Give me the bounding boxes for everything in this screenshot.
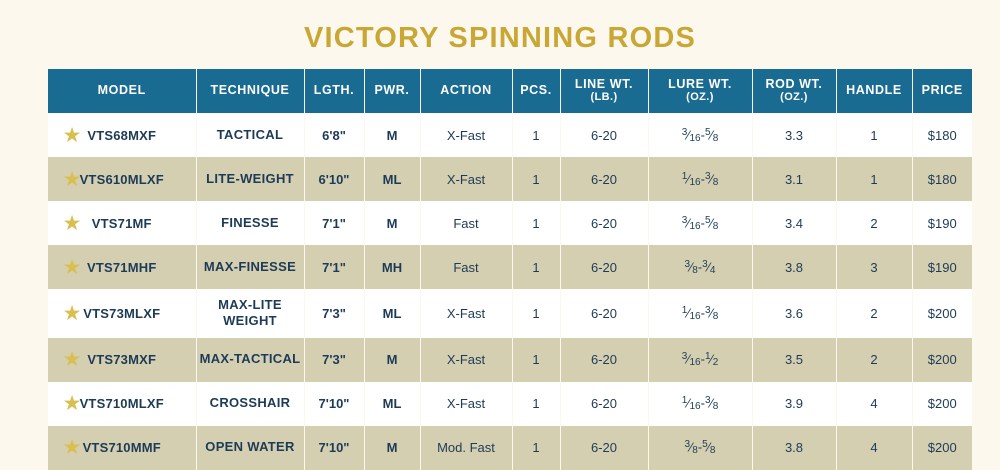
cell-price: $190 xyxy=(912,245,972,289)
cell-lure-weight xyxy=(648,289,752,338)
cell-action: Fast xyxy=(420,245,512,289)
cell-rod-weight: 3.5 xyxy=(752,338,836,382)
fraction-slash: ⁄ xyxy=(707,259,710,274)
table-header-row xyxy=(48,69,972,113)
table-row[interactable] xyxy=(48,201,972,245)
cell-lure-weight xyxy=(648,338,752,382)
cell-pieces: 1 xyxy=(512,289,560,338)
cell-power: M xyxy=(364,338,420,382)
table-row[interactable] xyxy=(48,157,972,201)
fraction-slash: ⁄ xyxy=(687,171,690,186)
cell-technique: OPEN WATER xyxy=(196,426,304,470)
cell-action: X-Fast xyxy=(420,382,512,426)
column-header-lgth xyxy=(304,69,364,113)
lure-wt-separator: - xyxy=(700,127,705,142)
lure-wt-num-1: 3 xyxy=(681,214,688,226)
table-row[interactable] xyxy=(48,338,972,382)
column-header-label: LURE WT. xyxy=(668,77,732,92)
cell-pieces: 1 xyxy=(512,157,560,201)
fraction-slash: ⁄ xyxy=(710,351,713,367)
lure-wt-num-1: 3 xyxy=(684,439,691,450)
fraction-slash: ⁄ xyxy=(687,127,690,142)
lure-wt-den-1: 16 xyxy=(689,401,701,412)
cell-action: Mod. Fast xyxy=(420,426,512,470)
cell-technique: LITE-WEIGHT xyxy=(196,157,304,201)
lure-wt-den-2: 4 xyxy=(709,264,716,276)
lure-wt-num-1: 1 xyxy=(681,395,688,406)
cell-price: $200 xyxy=(912,289,972,338)
cell-power: MH xyxy=(364,245,420,289)
lure-weight-fraction xyxy=(682,351,719,368)
cell-handle: 2 xyxy=(836,289,912,338)
cell-technique: MAX-LITE WEIGHT xyxy=(196,289,304,338)
fraction-slash: ⁄ xyxy=(687,395,690,411)
cell-action: Fast xyxy=(420,201,512,245)
cell-length: 6'10" xyxy=(304,157,364,201)
cell-rod-weight: 3.3 xyxy=(752,113,836,157)
cell-line-weight: 6-20 xyxy=(560,157,648,201)
table-body xyxy=(48,113,972,470)
cell-technique: MAX-TACTICAL xyxy=(196,338,304,382)
cell-length: 7'3" xyxy=(304,338,364,382)
lure-wt-num-2: 3 xyxy=(704,170,711,182)
lure-wt-den-2: 8 xyxy=(709,445,716,456)
cell-action: X-Fast xyxy=(420,338,512,382)
column-header-label: PWR. xyxy=(374,83,410,98)
fraction-slash: ⁄ xyxy=(710,127,713,142)
lure-weight-fraction xyxy=(682,305,719,322)
star-column-header-spacer xyxy=(48,69,96,113)
fraction-slash: ⁄ xyxy=(687,351,690,367)
cell-handle: 1 xyxy=(836,157,912,201)
lure-wt-den-2: 8 xyxy=(712,401,719,412)
cell-rod-weight: 3.9 xyxy=(752,382,836,426)
cell-line-weight: 6-20 xyxy=(560,382,648,426)
star-icon: ★ xyxy=(62,211,82,235)
lure-wt-num-2: 5 xyxy=(704,126,711,138)
column-header-line-wt xyxy=(560,69,648,113)
lure-wt-num-2: 1 xyxy=(704,351,711,362)
spec-table xyxy=(48,69,972,470)
cell-model: VTS710MLXF xyxy=(48,382,196,426)
star-icon: ★ xyxy=(62,436,82,459)
column-header-unit: (OZ.) xyxy=(780,90,808,103)
cell-line-weight: 6-20 xyxy=(560,338,648,382)
lure-wt-num-1: 1 xyxy=(681,170,688,182)
column-header-unit: (LB.) xyxy=(590,90,618,103)
fraction-slash: ⁄ xyxy=(710,395,713,411)
cell-power: ML xyxy=(364,382,420,426)
star-icon: ★ xyxy=(62,255,82,279)
cell-handle: 1 xyxy=(836,113,912,157)
cell-lure-weight xyxy=(648,157,752,201)
lure-wt-separator: - xyxy=(697,259,703,274)
lure-wt-separator: - xyxy=(700,395,705,411)
cell-pieces: 1 xyxy=(512,201,560,245)
fraction-slash: ⁄ xyxy=(707,439,710,455)
star-icon: ★ xyxy=(62,348,82,371)
lure-wt-den-1: 16 xyxy=(689,132,701,144)
cell-line-weight: 6-20 xyxy=(560,113,648,157)
column-header-pwr xyxy=(364,69,420,113)
cell-model: VTS71MHF xyxy=(48,245,196,289)
star-icon: ★ xyxy=(62,392,82,415)
cell-lure-weight xyxy=(648,201,752,245)
fraction-slash: ⁄ xyxy=(710,305,713,321)
lure-wt-num-2: 5 xyxy=(704,214,711,226)
cell-pieces: 1 xyxy=(512,338,560,382)
cell-technique: CROSSHAIR xyxy=(196,382,304,426)
cell-pieces: 1 xyxy=(512,382,560,426)
column-header-price xyxy=(912,69,972,113)
cell-model: VTS610MLXF xyxy=(48,157,196,201)
cell-model: VTS73MXF xyxy=(48,338,196,382)
column-header-label: ROD WT. xyxy=(765,77,823,92)
lure-wt-den-1: 8 xyxy=(692,264,698,276)
cell-handle: 3 xyxy=(836,245,912,289)
cell-model: VTS68MXF xyxy=(48,113,196,157)
cell-rod-weight: 3.6 xyxy=(752,289,836,338)
fraction-slash: ⁄ xyxy=(687,305,690,321)
cell-line-weight: 6-20 xyxy=(560,289,648,338)
star-icon: ★ xyxy=(62,123,82,147)
lure-wt-den-2: 2 xyxy=(712,357,719,368)
cell-technique: FINESSE xyxy=(196,201,304,245)
cell-rod-weight: 3.4 xyxy=(752,201,836,245)
fraction-slash: ⁄ xyxy=(710,171,713,186)
cell-technique: MAX-FINESSE xyxy=(196,245,304,289)
cell-length: 7'1" xyxy=(304,245,364,289)
cell-pieces: 1 xyxy=(512,245,560,289)
column-header-handle xyxy=(836,69,912,113)
page-title: VICTORY SPINNING RODS xyxy=(303,22,697,54)
column-header-label: LINE WT. xyxy=(574,77,634,92)
cell-handle: 4 xyxy=(836,426,912,470)
lure-wt-num-2: 3 xyxy=(704,304,711,316)
cell-model: VTS73MLXF xyxy=(48,289,196,338)
column-header-label: PRICE xyxy=(921,83,963,98)
cell-model: VTS71MF xyxy=(48,201,196,245)
lure-wt-num-2: 3 xyxy=(704,395,711,406)
spec-table-container xyxy=(48,69,963,470)
lure-wt-separator: - xyxy=(700,215,705,230)
lure-weight-fraction xyxy=(682,171,719,188)
cell-lure-weight xyxy=(648,426,752,470)
lure-wt-den-1: 16 xyxy=(689,220,701,232)
fraction-slash: ⁄ xyxy=(687,215,690,230)
lure-wt-den-2: 8 xyxy=(712,310,719,322)
lure-wt-den-1: 16 xyxy=(689,310,701,322)
cell-length: 7'1" xyxy=(304,201,364,245)
lure-weight-fraction xyxy=(682,215,719,232)
cell-action: X-Fast xyxy=(420,157,512,201)
cell-power: M xyxy=(364,113,420,157)
cell-power: M xyxy=(364,426,420,470)
table-header xyxy=(48,69,972,113)
cell-power: M xyxy=(364,201,420,245)
lure-wt-num-1: 3 xyxy=(681,126,688,138)
cell-length: 7'3" xyxy=(304,289,364,338)
lure-wt-den-1: 8 xyxy=(692,445,698,456)
column-header-label: MODEL xyxy=(97,83,146,98)
cell-rod-weight: 3.1 xyxy=(752,157,836,201)
lure-wt-num-2: 3 xyxy=(702,258,708,270)
column-header-label: LGTH. xyxy=(313,83,355,98)
cell-pieces: 1 xyxy=(512,426,560,470)
fraction-slash: ⁄ xyxy=(690,439,693,455)
cell-power: ML xyxy=(364,289,420,338)
cell-technique: TACTICAL xyxy=(196,113,304,157)
column-header-label: TECHNIQUE xyxy=(210,83,290,98)
lure-wt-den-1: 16 xyxy=(689,176,701,188)
cell-handle: 2 xyxy=(836,338,912,382)
cell-line-weight: 6-20 xyxy=(560,201,648,245)
column-header-label: ACTION xyxy=(440,83,492,98)
cell-price: $180 xyxy=(912,113,972,157)
cell-handle: 2 xyxy=(836,201,912,245)
lure-weight-fraction xyxy=(685,439,716,456)
table-row[interactable] xyxy=(48,245,972,289)
cell-price: $190 xyxy=(912,201,972,245)
cell-lure-weight xyxy=(648,382,752,426)
cell-price: $200 xyxy=(912,338,972,382)
cell-line-weight: 6-20 xyxy=(560,426,648,470)
column-header-pcs xyxy=(512,69,560,113)
column-header-unit: (OZ.) xyxy=(686,90,714,103)
cell-price: $200 xyxy=(912,426,972,470)
table-row[interactable] xyxy=(48,113,972,157)
lure-wt-separator: - xyxy=(700,171,705,186)
star-icon: ★ xyxy=(62,301,82,325)
table-row[interactable] xyxy=(48,382,972,426)
column-header-rod-wt xyxy=(752,69,836,113)
cell-lure-weight xyxy=(648,245,752,289)
column-header-label: PCS. xyxy=(520,83,552,98)
lure-wt-num-1: 3 xyxy=(681,351,688,362)
lure-weight-fraction xyxy=(685,259,716,276)
table-row[interactable] xyxy=(48,426,972,470)
column-header-lure-wt xyxy=(648,69,752,113)
cell-length: 6'8" xyxy=(304,113,364,157)
cell-line-weight: 6-20 xyxy=(560,245,648,289)
lure-wt-den-2: 8 xyxy=(712,132,719,144)
cell-price: $180 xyxy=(912,157,972,201)
cell-action: X-Fast xyxy=(420,113,512,157)
cell-lure-weight xyxy=(648,113,752,157)
column-header-label: HANDLE xyxy=(846,83,902,98)
lure-wt-num-2: 5 xyxy=(702,439,708,450)
lure-wt-den-2: 8 xyxy=(712,220,719,232)
lure-weight-fraction xyxy=(682,127,719,144)
cell-action: X-Fast xyxy=(420,289,512,338)
cell-pieces: 1 xyxy=(512,113,560,157)
lure-wt-den-2: 8 xyxy=(712,176,719,188)
lure-wt-num-1: 3 xyxy=(684,258,691,270)
cell-rod-weight: 3.8 xyxy=(752,245,836,289)
cell-power: ML xyxy=(364,157,420,201)
cell-rod-weight: 3.8 xyxy=(752,426,836,470)
lure-wt-den-1: 16 xyxy=(689,357,701,368)
cell-price: $200 xyxy=(912,382,972,426)
lure-wt-separator: - xyxy=(697,439,703,455)
cell-model: VTS710MMF xyxy=(48,426,196,470)
star-column xyxy=(48,69,96,470)
star-icon: ★ xyxy=(62,167,82,191)
cell-length: 7'10" xyxy=(304,382,364,426)
lure-wt-separator: - xyxy=(700,351,705,367)
fraction-slash: ⁄ xyxy=(690,259,693,274)
lure-wt-separator: - xyxy=(700,305,705,321)
cell-length: 7'10" xyxy=(304,426,364,470)
column-header-action xyxy=(420,69,512,113)
column-header-technique xyxy=(196,69,304,113)
cell-handle: 4 xyxy=(836,382,912,426)
table-row[interactable] xyxy=(48,289,972,338)
fraction-slash: ⁄ xyxy=(710,215,713,230)
lure-weight-fraction xyxy=(682,395,719,412)
lure-wt-num-1: 1 xyxy=(681,304,688,316)
